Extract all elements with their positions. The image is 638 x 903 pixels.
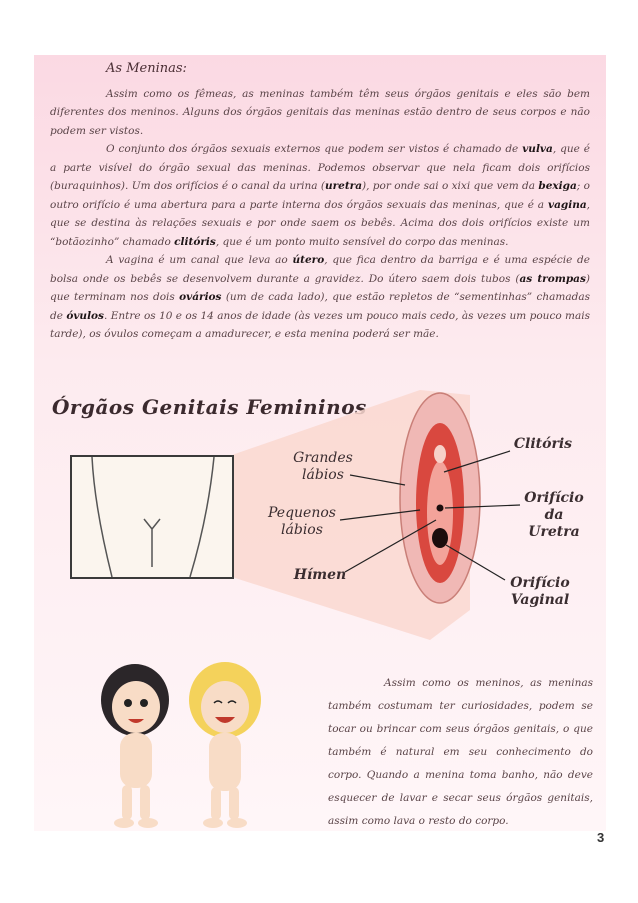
label-orificio-uretra <box>514 490 594 541</box>
diagram-title: Órgãos Genitais Femininos <box>52 395 367 419</box>
label-line: Vaginal <box>510 592 570 608</box>
p2-text: ), por onde sai o xixi que vem da <box>362 180 539 192</box>
term-uretra: uretra <box>324 180 363 192</box>
term-vagina: vagina <box>547 198 587 211</box>
section-heading: As Meninas: <box>106 61 187 76</box>
label-line: da <box>544 507 564 523</box>
term-trompas: as trompas <box>519 272 586 285</box>
p3-text: A vagina é um canal que leva ao <box>106 254 293 266</box>
p2-text: , que é a parte visível do órgão sexual das meninas. Podemos observar que nela ficam dois orifícios (buraquinhos). Um dos orifícios é o canal da urina ( <box>50 143 590 192</box>
label-himen: Hímen <box>293 567 347 583</box>
p2-text: O conjunto dos órgãos sexuais externos que podem ser vistos é chamado de <box>106 143 523 155</box>
p2-text: ; o outro orifício é uma abertura para a parte interna dos órgãos sexuais das meninas, que é a <box>50 180 590 211</box>
p2-text: , que é um ponto muito sensível do corpo das meninas. <box>215 235 509 248</box>
term-vulva: vulva <box>522 143 553 155</box>
child-dark-hair <box>101 664 169 828</box>
term-utero: útero <box>292 254 325 266</box>
term-ovarios: ovários <box>179 291 222 303</box>
p3-text: , que fica dentro da barriga e é uma espécie de bolsa onde os bebês se desenvolvem durante a gravidez. Do útero saem dois tubos ( <box>50 254 590 285</box>
label-pequenos-labios <box>262 505 342 539</box>
term-ovulos: óvulos <box>66 309 104 322</box>
closing-text: Assim como os meninos, as meninas também costumam ter curiosidades, podem se tocar ou brincar com seus órgãos genitais, o que também é natural em seu conhecimento do corpo. Quando a menina toma banho, não deve esquecer de lavar e secar seus órgãos genitais, assim como lava o resto do corpo. <box>328 677 593 827</box>
closing-paragraph <box>328 672 593 833</box>
label-line: Pequenos <box>268 505 336 521</box>
page-number: 3 <box>597 830 605 845</box>
p3-text: (um de cada lado), que estão repletos de “sementinhas” chamadas de <box>50 291 590 322</box>
label-orificio-vaginal <box>500 575 580 609</box>
label-grandes-labios <box>288 450 358 484</box>
term-clitoris: clitóris <box>174 235 216 248</box>
label-line: Orifício <box>524 490 584 506</box>
label-line: Grandes <box>293 450 353 466</box>
p3-text: . Entre os 10 e os 14 anos de idade (às vezes um pouco mais cedo, às vezes um pouco mais tarde), os óvulos começam a amadurecer, e esta menina poderá ser mãe. <box>50 309 590 340</box>
p2-text: , que se destina às relações sexuais e por onde saem os bebês. Acima dos dois orifícios existe um “botãozinho” chamado <box>50 198 590 248</box>
label-line: lábios <box>302 467 344 483</box>
label-line: Uretra <box>528 524 580 540</box>
label-line: Orifício <box>510 575 570 591</box>
children-illustration <box>80 645 280 835</box>
child-blond-hair <box>189 662 261 828</box>
label-clitoris: Clitóris <box>513 436 573 452</box>
paragraph-1: Assim como os fêmeas, as meninas também têm seus órgãos genitais e eles são bem diferentes dos meninos. Alguns dos órgãos genitais das meninas estão dentro de seus corpos e não podem ser vistos. <box>50 87 590 137</box>
term-bexiga: bexiga <box>538 180 577 192</box>
label-line: lábios <box>281 522 323 538</box>
p3-text: ) que terminam nos dois <box>50 272 590 303</box>
